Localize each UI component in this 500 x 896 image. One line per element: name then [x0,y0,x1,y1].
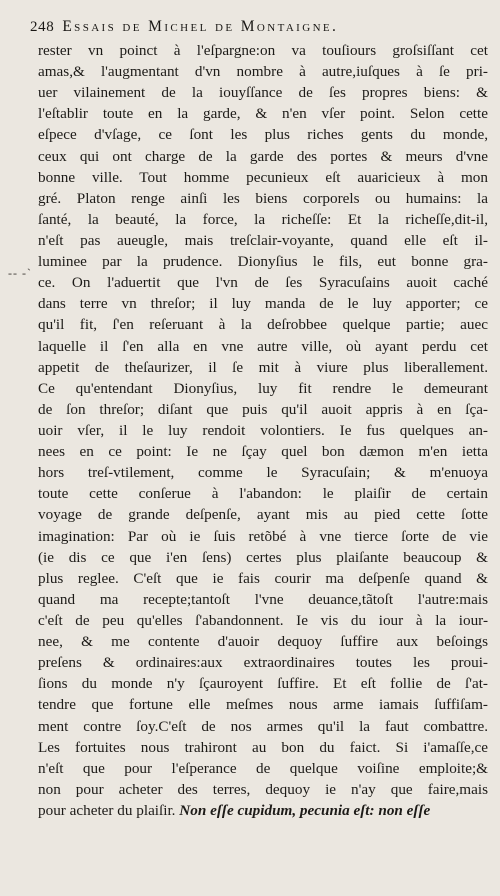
running-title: Essais de Michel de Montaigne. [62,18,339,35]
text-line: ſions du monde n'y ſçauroyent ſuffire. Et eſt follie de ſ'at- [38,675,488,693]
text-line: rester vn poinct à l'eſpargne:on va touſiours groſsiſſant cet [38,42,488,59]
margin-annotation: -- -` [8,266,32,280]
body-text [38,40,488,821]
text-line: amas,& l'augmentant d'vn nombre à autre,iuſques à ſe pri- [38,63,488,81]
text-line: l'eſtablir toute en la garde, & n'en vſer point. Selon cette [38,105,488,123]
text-line-last [38,800,488,821]
text-line: luminee par la prudence. Dionyſius le fils, eut bonne gra- [38,253,488,271]
page-header [30,18,490,40]
page-number: 248 [30,19,55,35]
latin-quotation: Non eſſe cupidum, pecunia eſt: non eſſe [179,801,431,819]
text-line: imagination: Par où ie ſuis retõbé à vne tierce ſorte de vie [38,527,488,545]
text-line: non pour acheter des terres, dequoy ie n'ay que faire,mais [38,780,488,798]
text-line: laquelle il ſ'en alla en vne autre ville, où ayant perdu cet [38,337,488,355]
text-line: nee, & me contente d'auoir dequoy ſuffire aux beſoings [38,633,488,651]
text-line: n'eſt que pour l'eſperance de quelque voiſine emploite;& [38,759,488,777]
text-line: Ce qu'entendant Dionyſius, luy fit rendre le demeurant [38,379,488,397]
text-line: de ſon threſor; diſant que puis qu'il auoit appris à en ſça- [38,400,488,418]
text-line: preſens & ordinaires:aux extraordinaires toutes les proui- [38,654,488,672]
text-line: uoir vſer, il le luy rendoit volontiers. Ie fus quelques an- [38,421,488,439]
text-line: c'eſt de peu qu'elles ſ'abandonnent. Ie vis du iour à la iour- [38,611,488,629]
text-line: Les fortuites nous trahiront au bon du faict. Si i'amaſſe,ce [38,738,488,756]
text-line: eſpece d'vſage, ce ſont les plus riches gents du monde, [38,126,488,144]
text-line: ſanté, la beauté, la force, la richeſſe: Et la richeſſe,dit-il, [38,210,488,228]
text-line: nees en ce point: Ie ne ſçay quel bon dæmon m'en ietta [38,443,488,461]
text-line: plus reglee. C'eſt que ie fais courir ma deſpenſe quand & [38,569,488,587]
text-line: dans terre vn threſor; il luy manda de le luy apporter; ce [38,295,488,313]
text-line: ceux qui ont charge de la garde des portes & meurs d'vne [38,147,488,165]
text-line: n'eſt pas aueugle, mais treſclair-voyante, quand elle eſt il- [38,231,488,249]
text-line: quand ma recepte;tantoſt l'vne deuance,tãtoſt l'autre:mais [38,590,488,608]
text-line: voyage de grande deſpenſe, ayant mis au pied cette ſotte [38,506,488,524]
text-line: uer vilainement de la iouyſſance de ſes propres biens: & [38,84,488,102]
text-line: tendre que fortune elle meſmes nous arme iamais ſuffiſam- [38,696,488,714]
text-line: bonne ville. Tout homme pecunieux eſt auaricieux à mon [38,168,488,186]
text-line: ment contre ſoy.C'eſt de nos armes qu'il la faut combattre. [38,717,488,735]
text-line: (ie dis ce que i'en ſens) certes plus plaiſante beaucoup & [38,548,488,566]
text-line: appetit de theſaurizer, il ſe mit à viure plus liberallement. [38,358,488,376]
text-line: hors treſ-vtilement, comme le Syracuſain; & m'enuoya [38,464,488,482]
text-line: ce. On l'aduertit que l'vn de ſes Syracuſains auoit caché [38,274,488,292]
text-line: gré. Platon renge ainſi les biens corporels ou humains: la [38,189,488,207]
text-line: toute cette conſerue à l'abandon: le plaiſir de certain [38,485,488,503]
roman-text: pour acheter du plaiſir. [38,801,180,819]
text-line: qu'il fit, ſ'en reſeruant à la deſrobbee quelque partie; auec [38,316,488,334]
